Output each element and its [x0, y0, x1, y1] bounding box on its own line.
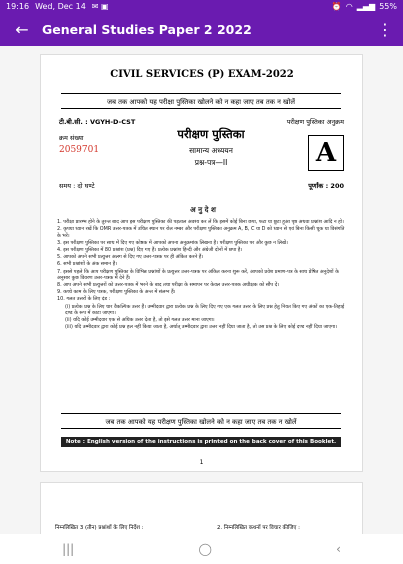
serial-label: क्रम संख्या: [59, 134, 84, 142]
page2-left-heading: निम्नलिखित 3 (तीन) प्रश्नांशों के लिए निर्देश :: [55, 525, 144, 531]
paper: प्रश्न-पत्र—II: [194, 158, 228, 167]
booklet-title-block: [151, 127, 271, 168]
instruction-item: 1. परीक्षा प्रारम्भ होने के तुरन्त बाद आप इस परीक्षण पुस्तिका की पड़ताल अवश्य कर लें कि इसमें कोई बिना छपा, फटा या छूटा हुआ पृष्ठ अथवा प्रश्नांश आदि न हो।: [57, 219, 344, 226]
series-letter-box: A: [308, 135, 344, 171]
recent-apps-icon[interactable]: |||: [62, 542, 75, 556]
page2-right-heading: 2. निम्नलिखित कथनों पर विचार कीजिए :: [217, 525, 300, 531]
instruction-subitem: (i) प्रत्येक प्रश्न के लिए चार वैकल्पिक उत्तर हैं। उम्मीदवार द्वारा प्रत्येक प्रश्न के लिए दिए गए एक गलत उत्तर के लिए प्रश्न हेतु नियत किए गए अंकों का एक-तिहाई दण्ड के रूप में काटा जाएगा।: [65, 303, 345, 316]
series-label: परीक्षण पुस्तिका अनुक्रम: [286, 118, 344, 126]
instruction-subitem: (iii) यदि उम्मीदवार द्वारा कोई प्रश्न हल नहीं किया जाता है, अर्थात् उम्मीदवार द्वारा उत्तर नहीं दिया जाता है, तो उस प्रश्न के लिए कोई दण्ड नहीं दिया जाएगा।: [65, 324, 337, 331]
page-number: 1: [199, 459, 204, 466]
alarm-icon: ⏰: [331, 1, 342, 11]
instruction-item: 8. आप अपने सभी प्रत्युत्तरों को उत्तर-पत्रक में भरने के बाद तथा परीक्षा के समापन पर केवल उत्तर-पत्रक अधीक्षक को सौंप दें।: [57, 282, 280, 289]
status-date: Wed, Dec 14: [35, 1, 86, 11]
serial-number: 2059701: [59, 145, 100, 155]
instruction-item: 3. इस परीक्षण पुस्तिका पर साथ में दिए गए कोष्ठक में आपको अपना अनुक्रमांक लिखना है। परीक्षण पुस्तिका पर और कुछ न लिखें।: [57, 239, 288, 246]
home-icon[interactable]: ◯: [198, 542, 212, 556]
exam-header: [53, 69, 351, 80]
app-bar: [0, 12, 403, 46]
pdf-viewer[interactable]: [0, 46, 403, 534]
time-allowed: समय : दो घण्टे: [59, 182, 95, 190]
instruction-item: 10. गलत उत्तरों के लिए दंड :: [57, 296, 111, 303]
english-note: Note : English version of the instructions is printed on the back cover of this Booklet.: [61, 437, 341, 447]
instruction-subitem: (ii) यदि कोई उम्मीदवार एक से अधिक उत्तर देता है, तो इसे गलत उत्तर माना जाएगा।: [65, 317, 215, 324]
instruction-item: 6. सभी प्रश्नांशों के अंक समान हैं।: [57, 261, 118, 268]
system-nav-bar: [0, 534, 403, 564]
more-options-icon[interactable]: ⋮: [377, 19, 393, 39]
instructions: [57, 207, 349, 331]
bottom-warning: जब तक आपको यह परीक्षण पुस्तिका खोलने को न कहा जाए तब तक न खोलें: [61, 413, 341, 429]
back-arrow-icon[interactable]: ←: [15, 19, 29, 39]
document-page-2: [40, 482, 363, 542]
subject: सामान्य अध्ययन: [189, 146, 233, 155]
battery-level: 55%: [379, 1, 397, 11]
status-time: 19:16: [6, 1, 30, 11]
document-page-1: [40, 54, 363, 472]
instruction-item: 5. आपको अपने सभी प्रत्युत्तर अलग से दिए गए उत्तर-पत्रक पर ही अंकित करने हैं।: [57, 254, 204, 261]
instruction-item: 2. कृपया ध्यान रखें कि OMR उत्तर-पत्रक में उचित स्थान पर रोल नम्बर और परीक्षण पुस्तिका अनुक्रम A, B, C या D को ध्यान से एवं बिना किसी चूक या विसंगति के भरें।: [57, 226, 345, 239]
signal-icon: ▂▄▆: [356, 1, 376, 11]
top-warning: जब तक आपको यह परीक्षा पुस्तिका खोलने को न कहा जाए तब तक न खोलें: [61, 93, 341, 109]
document-title: General Studies Paper 2 2022: [42, 21, 252, 37]
status-notification-icons: ✉ ▣: [91, 1, 109, 11]
status-bar: [0, 0, 403, 12]
booklet-title: परीक्षण पुस्तिका: [177, 127, 245, 141]
max-marks: पूर्णांक : 200: [308, 182, 344, 190]
instructions-heading: अ नु दे श: [190, 205, 216, 214]
instruction-item: 4. इस परीक्षण पुस्तिका में 80 प्रश्नांश (प्रश्न) दिए गए हैं। प्रत्येक प्रश्नांश हिन्दी और अंग्रेजी दोनों में छपा है।: [57, 247, 243, 254]
instruction-item: 9. कच्चे काम के लिए पत्रक, परीक्षण पुस्तिका के अन्त में संलग्न हैं।: [57, 289, 176, 296]
back-nav-icon[interactable]: ‹: [336, 542, 341, 556]
wifi-icon: ◠: [345, 1, 353, 11]
test-booklet-code: टी.बी.सी. : VGYH-D-CST: [59, 118, 136, 126]
instruction-item: 7. इससे पहले कि आप परीक्षण पुस्तिका के विभिन्न प्रश्नांशों के प्रत्युत्तर उत्तर-पत्रक पर अंकित करना शुरू करें, आपको प्रवेश प्रमाण-पत्र के साथ प्रेषित अनुदेशों के अनुसार कुछ विवरण उत्तर-पत्रक में देने हैं।: [57, 268, 339, 281]
exam-name: CIVIL SERVICES (P) EXAM-2022: [110, 69, 294, 80]
